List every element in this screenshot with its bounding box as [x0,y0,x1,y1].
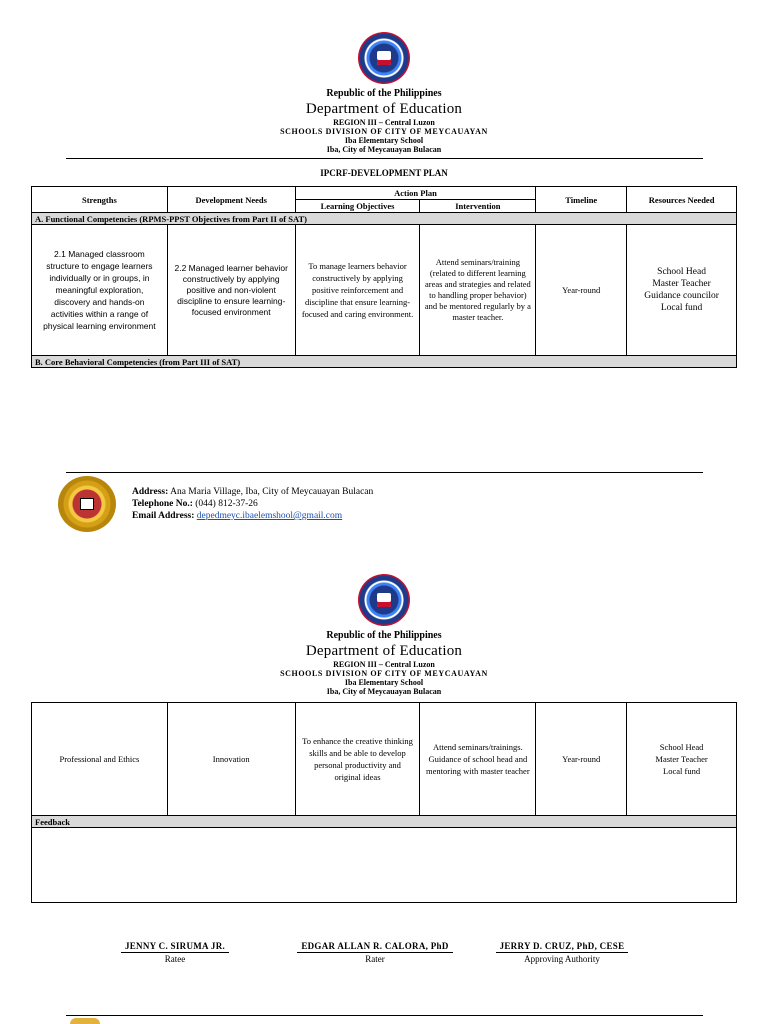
col-strengths: Strengths [32,187,168,213]
cell-timeline: Year-round [536,703,627,816]
cell-strengths: Professional and Ethics [32,703,168,816]
address-text: Ana Maria Village, Iba, City of Meycauayan Bulacan [170,487,374,497]
ratee-name: JENNY C. SIRUMA JR. [121,941,229,953]
col-development-needs: Development Needs [167,187,295,213]
feedback-box [32,828,737,903]
ratee-role: Ratee [164,954,186,964]
cell-resources: School Head Master Teacher Local fund [627,703,737,816]
school-emblem-icon [70,1018,100,1024]
contact-block: Address: Ana Maria Village, Iba, City of Meycauayan Bulacan Telephone No.: (044) 812-37-26 Email Address: depedmeyc.ibaelemshool@gmail.com [132,487,374,521]
division-label: SCHOOLS DIVISION OF CITY OF MEYCAUAYAN [280,669,488,678]
footer-divider [66,472,703,473]
school-label: Iba Elementary School [344,678,424,687]
approver-name: JERRY D. CRUZ, PhD, CESE [496,941,629,953]
page1-header [0,32,768,154]
table-row [32,703,737,816]
region-label: REGION III – Central Luzon [333,118,435,127]
cell-intervention: Attend seminars/training (related to different learning areas and strategies and related to handling proper behavior) and be mentored regularly by a master teacher. [420,225,536,356]
col-timeline: Timeline [536,187,627,213]
section-b-label: B. Core Behavioral Competencies (from Part III of SAT) [32,356,737,368]
development-plan-table [31,186,737,368]
rater-name: EDGAR ALLAN R. CALORA, PhD [297,941,452,953]
location-label: Iba, City of Meycauayan Bulacan [326,145,442,154]
col-action-plan: Action Plan [295,187,536,200]
signature-rater [280,941,470,964]
region-label: REGION III – Central Luzon [333,660,435,669]
republic-label: Republic of the Philippines [326,88,442,99]
rater-role: Rater [365,954,385,964]
cell-learning-objectives: To manage learners behavior constructively by applying positive reinforcement and discipline that ensure learning-focused and caring environment. [295,225,420,356]
table-row [32,225,737,356]
location-label: Iba, City of Meycauayan Bulacan [326,687,442,696]
division-label: SCHOOLS DIVISION OF CITY OF MEYCAUAYAN [280,127,488,136]
signature-approver [494,941,630,964]
deped-seal-icon [358,32,410,84]
development-plan-table-continued [31,702,737,903]
cell-strengths: 2.1 Managed classroom structure to engage learners individually or in groups, in meaningful exploration, discovery and hands-on activities within a range of physical learning environment [32,225,168,356]
header-divider [66,158,703,159]
cell-intervention: Attend seminars/trainings. Guidance of school head and mentoring with master teacher [420,703,536,816]
cell-development-needs: Innovation [167,703,295,816]
department-title: Department of Education [305,643,463,659]
cell-resources: School Head Master Teacher Guidance councilor Local fund [627,225,737,356]
department-title: Department of Education [305,101,463,117]
phone-text: (044) 812-37-26 [195,499,258,509]
email-link[interactable]: depedmeyc.ibaelemshool@gmail.com [196,511,343,521]
section-a-label: A. Functional Competencies (RPMS-PPST Objectives from Part II of SAT) [32,213,737,225]
cell-timeline: Year-round [536,225,627,356]
approver-role: Approving Authority [524,954,600,964]
page2-header [0,574,768,696]
school-footer [58,476,558,532]
col-learning-objectives: Learning Objectives [295,200,420,213]
cell-learning-objectives: To enhance the creative thinking skills and be able to develop personal productivity and original ideas [295,703,420,816]
school-emblem-icon [58,476,116,532]
col-resources: Resources Needed [627,187,737,213]
signature-ratee [110,941,240,964]
cell-development-needs: 2.2 Managed learner behavior constructively by applying positive and non-violent discipline to ensure learning-focused environment [167,225,295,356]
republic-label: Republic of the Philippines [326,630,442,641]
col-intervention: Intervention [420,200,536,213]
feedback-label: Feedback [32,816,737,828]
doc-title: IPCRF-DEVELOPMENT PLAN [320,168,448,178]
school-label: Iba Elementary School [344,136,424,145]
deped-seal-icon [358,574,410,626]
page2-footer-divider [66,1015,703,1016]
